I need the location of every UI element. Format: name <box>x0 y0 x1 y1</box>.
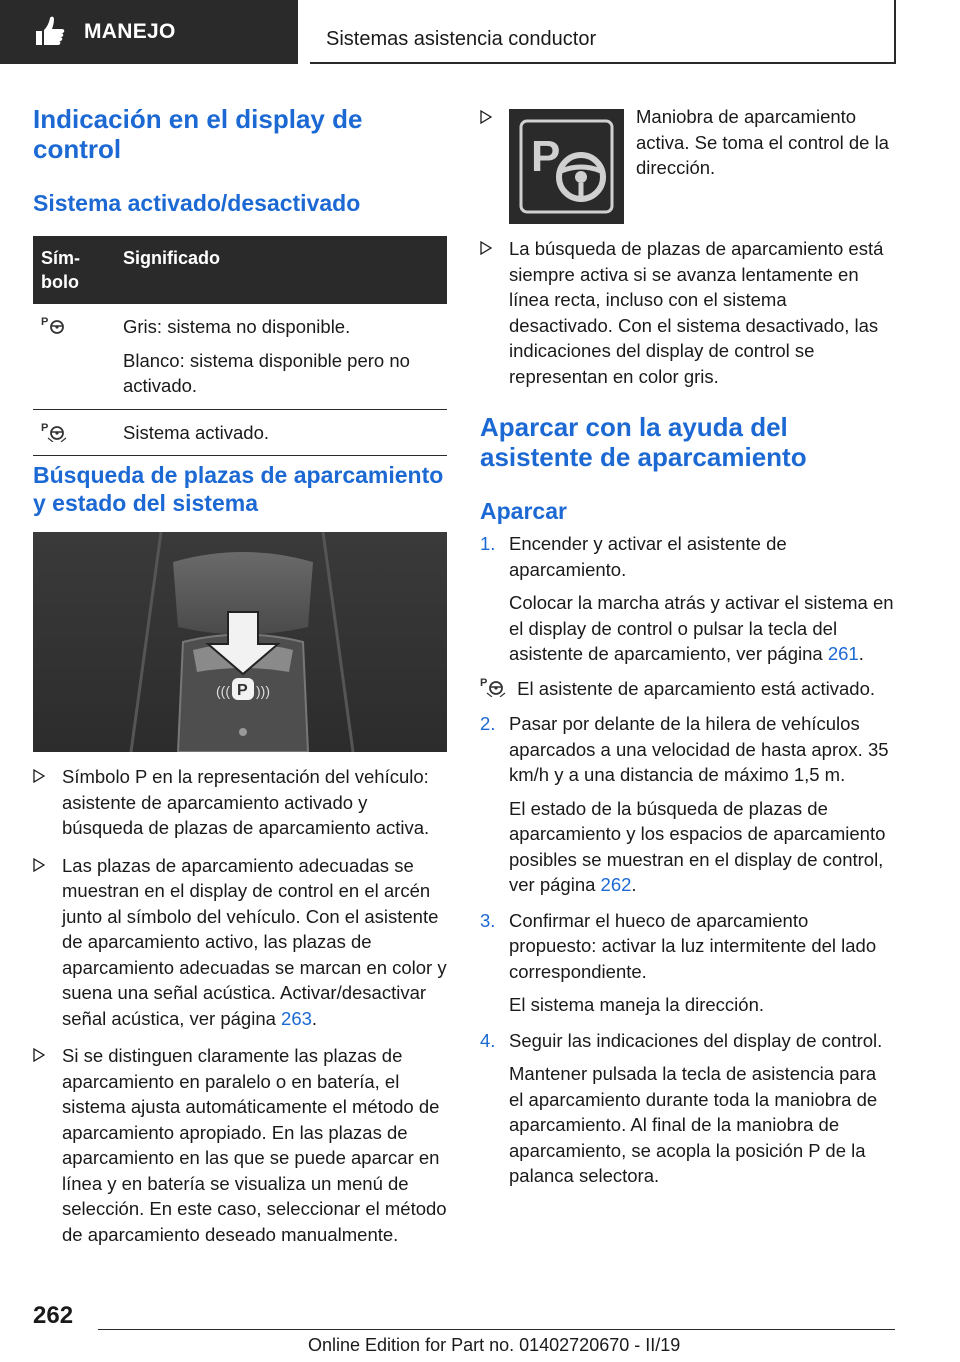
bullet-triangle-icon <box>33 769 45 783</box>
step-text: Pasar por delante de la hilera de vehículos aparcados a una velocidad de hasta aprox. 35 km/h y a una distancia de máximo 1,5 m. <box>509 713 889 785</box>
svg-text:P: P <box>41 421 49 434</box>
bullet-text: La búsqueda de plazas de aparcamiento está siempre activa si se avanza lentamente en línea recta, incluso con el sistema desactivado. Con el sistema desactivado, las indicaciones del display de control se representan en color gris. <box>509 238 884 387</box>
table-row <box>33 304 447 409</box>
heading-display: Indicación en el display de control <box>33 104 363 164</box>
parking-assistant-gray-icon <box>41 314 67 336</box>
svg-text:P: P <box>237 682 248 699</box>
page-number: 262 <box>33 1302 74 1329</box>
search-bullet <box>480 236 895 401</box>
bullet-text: Si se distinguen claramente las plazas de aparcamiento en paralelo o en batería, el sistema ajusta automáticamente el método de aparcamiento apropiado. En las plazas de aparcamiento en las que se puede aparcar en línea y en batería se visualiza un menú de selección. En este caso, seleccionar el método de aparcamiento deseado manualmente. <box>62 1045 447 1245</box>
maneuver-bullet <box>480 104 895 224</box>
symbol-table <box>33 236 447 456</box>
bullet-triangle-icon <box>33 858 45 872</box>
step-item <box>480 1028 895 1189</box>
step-text-end: . <box>631 874 637 895</box>
step-item <box>480 531 895 701</box>
step-text: Confirmar el hueco de aparcamiento propuesto: activar la luz intermitente del lado correspondiente. <box>509 909 877 982</box>
parking-assistant-active-icon <box>41 420 67 442</box>
page-link[interactable]: 262 <box>600 874 632 895</box>
meaning-cell <box>115 304 447 409</box>
heading-park-assistant: Aparcar con la ayuda del asistente de aparcamiento <box>480 412 807 472</box>
symbol-cell <box>33 409 115 456</box>
heading-park: Aparcar <box>480 498 567 524</box>
step-number: 3. <box>480 909 496 931</box>
step-text <box>509 590 895 667</box>
steps-list <box>480 531 895 1189</box>
meaning-line: Sistema activado. <box>123 421 270 443</box>
meaning-cell <box>115 409 447 456</box>
step-number: 1. <box>480 533 496 554</box>
step-item <box>480 711 895 898</box>
page-link[interactable]: 263 <box>281 1007 312 1029</box>
svg-text:(((: ((( <box>216 683 230 699</box>
section-tab <box>0 0 298 64</box>
step-number: 2. <box>480 713 496 734</box>
chapter-title: Sistemas asistencia conductor <box>326 28 597 50</box>
column-header-meaning: Significado <box>115 236 447 304</box>
step-text <box>480 675 895 702</box>
bullet-triangle-icon <box>480 110 492 124</box>
edition-note: Online Edition for Part no. 01402720670 - II/19 <box>308 1335 681 1355</box>
svg-text:P: P <box>480 676 488 689</box>
table-row <box>33 409 447 456</box>
pointing-hand-icon <box>30 12 74 52</box>
chapter-header <box>310 0 896 64</box>
heading-parking-search: Búsqueda de plazas de aparcamiento y estado del sistema <box>33 462 444 516</box>
svg-text:))): ))) <box>256 683 270 699</box>
step-text: Seguir las indicaciones del display de control. <box>509 1029 883 1051</box>
bullet-text-end: . <box>311 1007 318 1029</box>
svg-text:P: P <box>41 316 49 328</box>
step-text-part: El asistente de aparcamiento está activado. <box>512 677 876 699</box>
step-text-end: . <box>858 643 864 664</box>
parking-maneuver-active-icon <box>509 109 624 224</box>
step-item <box>480 908 895 1018</box>
list-item <box>33 764 447 841</box>
footer-divider <box>98 1329 895 1330</box>
step-text: Encender y activar el asistente de aparcamiento. <box>509 533 787 580</box>
page-title <box>33 104 447 164</box>
list-item <box>480 236 895 389</box>
step-text <box>509 796 895 898</box>
list-item <box>33 853 447 1032</box>
parking-assistant-active-icon <box>480 675 506 697</box>
status-bullet-list <box>33 764 447 1259</box>
svg-text:P: P <box>531 132 561 181</box>
bullet-triangle-icon <box>480 241 492 255</box>
step-text: Mantener pulsada la tecla de asistencia para el aparcamiento durante toda la maniobra de aparcamiento. Al final de la maniobra de aparcamiento, se acopla la posición P de la palanca selectora. <box>509 1063 878 1186</box>
step-text: El sistema maneja la dirección. <box>509 994 764 1015</box>
section-title: MANEJO <box>84 20 176 43</box>
meaning-line: Blanco: sistema disponible pero no activado. <box>123 349 410 396</box>
symbol-cell <box>33 304 115 409</box>
column-header-symbol: Sím- bolo <box>33 236 115 304</box>
heading-system-status: Sistema activado/desactivado <box>33 190 361 216</box>
control-display-illustration <box>33 532 447 752</box>
page-link[interactable]: 261 <box>827 643 859 664</box>
bullet-text: Símbolo P en la representación del vehículo: asistente de aparcamiento activado y búsqueda de plazas de aparcamiento activa. <box>62 766 430 838</box>
step-number: 4. <box>480 1029 496 1051</box>
bullet-triangle-icon <box>33 1048 45 1062</box>
step-text-part: Colocar la marcha atrás y activar el sistema en el display de control o pulsar la tecla del asistente de aparcamiento, ver página <box>509 592 894 664</box>
maneuver-text: Maniobra de aparcamiento activa. Se toma el control de la dirección. <box>636 106 889 178</box>
table-header-row <box>33 236 447 304</box>
bullet-text: Las plazas de aparcamiento adecuadas se muestran en el display de control en el arcén junto al símbolo del vehículo. Con el asistente de aparcamiento activo, las plazas de aparcamiento adecuadas se marcan en color y suena una señal acústica. Activar/desactivar señal acústica, ver página <box>62 854 447 1029</box>
step-text-part: El estado de la búsqueda de plazas de aparcamiento y los espacios de aparcamiento posibles se muestran en el display de control, ver página <box>509 797 886 895</box>
list-item <box>33 1043 447 1247</box>
meaning-line: Gris: sistema no disponible. <box>123 316 351 337</box>
